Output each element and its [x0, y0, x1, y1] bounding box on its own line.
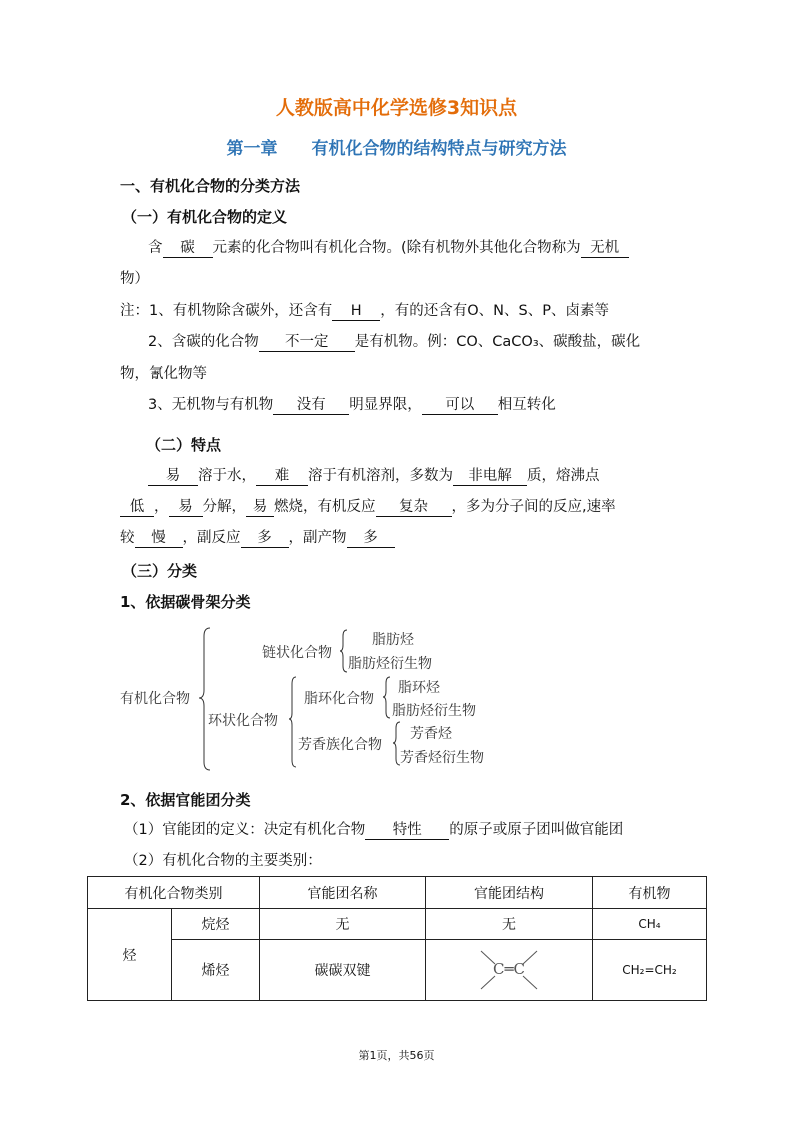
text-segment: ，多为分子间的反应,速率 — [451, 499, 616, 515]
text-segment: 溶于水， — [198, 468, 256, 484]
table-row — [88, 940, 707, 1001]
tree-node: 链状化合物 — [262, 645, 332, 661]
page-footer: 第1页，共56页 — [358, 1049, 435, 1062]
fill-blank-answer: 可以 — [422, 397, 498, 415]
table-cell: CH₄ — [593, 909, 707, 940]
table-cell-group: 烃 — [88, 909, 172, 1001]
text-segment: 质，熔沸点 — [527, 468, 600, 484]
table-cell: 无 — [260, 909, 426, 940]
table-header: 官能团名称 — [260, 877, 426, 909]
text-segment: 明显界限， — [349, 397, 422, 413]
fill-blank-answer: 不一定 — [259, 334, 355, 352]
chapter-title: 第一章 有机化合物的结构特点与研究方法 — [226, 139, 567, 159]
text-segment: 物） — [120, 271, 149, 287]
tree-node: 芳香族化合物 — [298, 737, 382, 753]
table-row — [88, 909, 707, 940]
text-segment: ，副反应 — [182, 530, 241, 546]
text-segment: 分解， — [202, 499, 246, 515]
fill-blank-answer: 非电解 — [453, 468, 527, 486]
classification-heading: 1、依据碳骨架分类 — [120, 593, 251, 611]
fill-blank-answer: 特性 — [365, 822, 449, 840]
text-segment: ， — [154, 499, 169, 515]
text-segment: （1）官能团的定义：决定有机化合物 — [124, 822, 366, 838]
brace — [289, 677, 296, 767]
brace — [393, 722, 400, 765]
text-segment: 2、含碳的化合物 — [148, 334, 259, 350]
tree-root: 有机化合物 — [120, 691, 190, 707]
classification-heading: 2、依据官能团分类 — [120, 791, 251, 809]
text-segment: ，有的还含有O、N、S、P、卤素等 — [380, 303, 609, 319]
table-header-row — [88, 877, 707, 909]
functional-group-definition — [124, 820, 623, 840]
tree-leaf: 芳香烃衍生物 — [400, 750, 484, 766]
main-categories-label: （2）有机化合物的主要类别： — [124, 853, 322, 869]
tree-leaf: 脂肪烃衍生物 — [348, 656, 432, 672]
text-segment: 较 — [120, 530, 135, 546]
fill-blank-answer: 多 — [241, 530, 289, 548]
document-title: 人教版高中化学选修3知识点 — [275, 97, 518, 119]
fill-blank-answer: 慢 — [135, 530, 183, 548]
subsection-heading: （一）有机化合物的定义 — [122, 208, 288, 226]
text-segment: 相互转化 — [497, 397, 556, 413]
text-segment: 燃烧，有机反应 — [274, 499, 376, 515]
fill-blank-answer: 低 — [120, 499, 154, 517]
fill-blank-answer: 没有 — [273, 397, 349, 415]
text-segment: 是有机物。例：CO、CaCO₃、碳酸盐，碳化 — [354, 334, 641, 350]
tree-leaf: 脂肪烃 — [372, 632, 414, 648]
text-segment: 的原子或原子团叫做官能团 — [449, 822, 624, 838]
fill-blank-answer: 易 — [246, 499, 274, 517]
table-cell-structure — [426, 940, 593, 1001]
tree-leaf: 脂肪烃衍生物 — [392, 703, 476, 719]
table-cell: CH₂=CH₂ — [593, 940, 707, 1001]
table-cell: 烷烃 — [172, 909, 260, 940]
text-segment: 物，氰化物等 — [120, 366, 207, 382]
fill-blank-answer: H — [332, 303, 380, 321]
fill-blank-answer: 多 — [347, 530, 395, 548]
categories-table — [87, 876, 707, 1001]
text-segment: ，副产物 — [288, 530, 347, 546]
fill-blank-answer: 易 — [148, 468, 198, 486]
section-heading: 一、有机化合物的分类方法 — [120, 177, 301, 195]
subsection-heading: （二）特点 — [146, 436, 222, 454]
structure-formula: C═C — [493, 960, 525, 978]
table-cell: 无 — [426, 909, 593, 940]
table-header: 有机化合物类别 — [88, 877, 260, 909]
brace — [340, 630, 347, 672]
fill-blank-answer: 碳 — [163, 240, 213, 258]
fill-blank-answer: 无机 — [581, 240, 629, 258]
text-segment: 3、无机物与有机物 — [148, 397, 274, 413]
text-segment: 溶于有机溶剂，多数为 — [308, 468, 453, 484]
fill-blank-answer: 难 — [256, 468, 308, 486]
tree-node: 环状化合物 — [208, 713, 278, 729]
subsection-heading: （三）分类 — [122, 562, 198, 580]
table-header: 官能团结构 — [426, 877, 593, 909]
text-segment: 含 — [148, 240, 163, 256]
text-segment: 注：1、有机物除含碳外，还含有 — [120, 303, 333, 319]
brace — [199, 628, 210, 770]
fill-blank-answer: 复杂 — [376, 499, 452, 517]
table-header: 有机物 — [593, 877, 707, 909]
brace — [383, 677, 390, 718]
table-cell: 烯烃 — [172, 940, 260, 1001]
tree-leaf: 脂环烃 — [398, 680, 440, 696]
text-segment: 元素的化合物叫有机化合物。(除有机物外其他化合物称为 — [212, 240, 581, 256]
tree-leaf: 芳香烃 — [410, 726, 452, 742]
table-cell: 碳碳双键 — [260, 940, 426, 1001]
fill-blank-answer: 易 — [169, 499, 203, 517]
double-bond-structure — [469, 945, 549, 995]
tree-node: 脂环化合物 — [304, 691, 374, 707]
